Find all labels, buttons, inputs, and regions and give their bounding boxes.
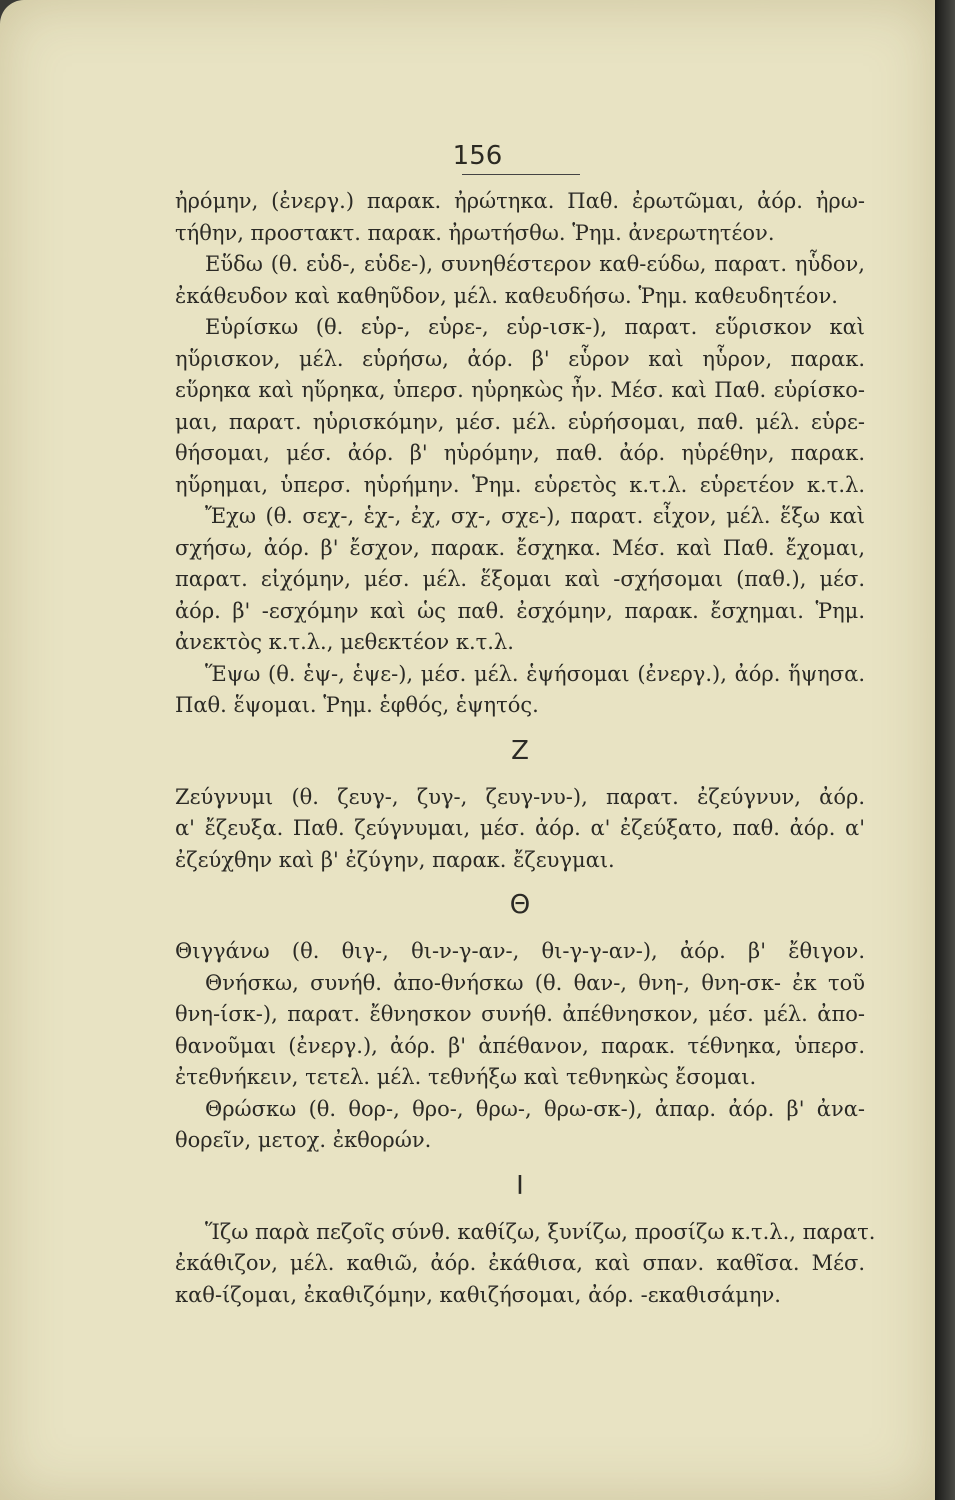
section-iota xyxy=(175,1217,876,1312)
section-heading-z: Ζ xyxy=(511,735,529,766)
text-line: ἐκάθιζον, μέλ. καθιῶ, ἀόρ. ἐκάθισα, καὶ σπαν. καθῖσα. Μέσ. xyxy=(175,1251,865,1275)
text-line: καθ-ίζομαι, ἐκαθιζόμην, καθιζήσομαι, ἀόρ. -εκαθισάμην. xyxy=(175,1282,781,1307)
section-e xyxy=(175,186,865,722)
text-line: Ζεύγνυμι (θ. ζευγ-, ζυγ-, ζευγ-νυ-), παρατ. ἐζεύγνυν, ἀόρ. xyxy=(175,784,865,809)
text-line: σχήσω, ἀόρ. β' ἔσχον, παρακ. ἔσχηκα. Μέσ. καὶ Παθ. ἔχομαι, xyxy=(175,535,865,560)
text-line: τήθην, προστακτ. παρακ. ἠρωτήσθω. Ῥημ. ἀνερωτητέον. xyxy=(175,220,775,245)
text-line: θορεῖν, μετοχ. ἐκθορών. xyxy=(175,1128,432,1152)
text-line: ἀνεκτὸς κ.τ.λ., μεθεκτέον κ.τ.λ. xyxy=(175,630,514,654)
page-number-rule xyxy=(462,174,580,175)
text-line: α' ἔζευξα. Παθ. ζεύγνυμαι, μέσ. ἀόρ. α' ἐζεύξατο, παθ. ἀόρ. α' xyxy=(175,816,865,840)
text-line: Ἵζω παρὰ πεζοῖς σύνθ. καθίζω, ξυνίζω, προσίζω κ.τ.λ., παρατ. xyxy=(205,1219,876,1244)
text-line: παρατ. εἰχόμην, μέσ. μέλ. ἕξομαι καὶ -σχήσομαι (παθ.), μέσ. xyxy=(175,567,865,591)
text-line: ηὕρημαι, ὑπερσ. ηὑρήμην. Ῥημ. εὑρετὸς κ.τ.λ. εὑρετέον κ.τ.λ. xyxy=(175,472,865,497)
text-line: Εὑρίσκω (θ. εὑρ-, εὑρε-, εὑρ-ισκ-), παρατ. εὕρισκον καὶ xyxy=(205,315,865,339)
page-edge-shadow xyxy=(935,0,955,1500)
section-z xyxy=(175,782,865,877)
text-line: ηὕρισκον, μέλ. εὑρήσω, ἀόρ. β' εὗρον καὶ ηὗρον, παρακ. xyxy=(175,346,865,371)
page-number: 156 xyxy=(452,141,503,171)
page-text xyxy=(175,186,876,1311)
text-line: Παθ. ἕψομαι. Ῥημ. ἑφθός, ἑψητός. xyxy=(175,693,539,717)
text-line: Εὕδω (θ. εὑδ-, εὑδε-), συνηθέστερον καθ-εύδω, παρατ. ηὗδον, xyxy=(205,252,865,276)
section-theta xyxy=(175,936,865,1157)
text-line: ἀόρ. β' -εσχόμην καὶ ὡς παθ. ἐσχόμην, παρακ. ἔσχημαι. Ῥημ. xyxy=(175,598,865,623)
text-line: ἐκάθευδον καὶ καθηῦδον, μέλ. καθευδήσω. Ῥημ. καθευδητέον. xyxy=(175,283,838,308)
text-line: Ἔχω (θ. σεχ-, ἑχ-, ἐχ, σχ-, σχε-), παρατ. εἶχον, μέλ. ἕξω καὶ xyxy=(205,504,865,528)
text-line: Θιγγάνω (θ. θιγ-, θι-ν-γ-αν-, θι-γ-γ-αν-), ἀόρ. β' ἔθιγον. xyxy=(175,939,865,963)
text-line: θήσομαι, μέσ. ἀόρ. β' ηὑρόμην, παθ. ἀόρ. ηὑρέθην, παρακ. xyxy=(175,441,865,465)
text-line: ἠρόμην, (ἐνεργ.) παρακ. ἠρώτηκα. Παθ. ἐρωτῶμαι, ἀόρ. ἠρω- xyxy=(175,189,865,213)
text-line: ἐζεύχθην καὶ β' ἐζύγην, παρακ. ἔζευγμαι. xyxy=(175,847,615,872)
text-line: ἐτεθνήκειν, τετελ. μέλ. τεθνήξω καὶ τεθνηκὼς ἔσομαι. xyxy=(175,1065,757,1089)
text-line: θανοῦμαι (ἐνεργ.), ἀόρ. β' ἀπέθανον, παρακ. τέθνηκα, ὑπερσ. xyxy=(175,1033,865,1058)
text-line: Θρώσκω (θ. θορ-, θρο-, θρω-, θρω-σκ-), ἀπαρ. ἀόρ. β' ἀνα- xyxy=(205,1096,865,1121)
section-heading-iota: Ι xyxy=(516,1170,524,1201)
text-line: εὕρηκα καὶ ηὕρηκα, ὑπερσ. ηὑρηκὼς ἦν. Μέσ. καὶ Παθ. εὑρίσκο- xyxy=(175,378,865,402)
text-line: μαι, παρατ. ηὑρισκόμην, μέσ. μέλ. εὑρήσομαι, παθ. μέλ. εὑρε- xyxy=(175,409,865,434)
text-line: Θνήσκω, συνήθ. ἀπο-θνήσκω (θ. θαν-, θνη-, θνη-σκ- ἐκ τοῦ xyxy=(205,970,865,995)
text-line: θνη-ίσκ-), παρατ. ἔθνησκον συνήθ. ἀπέθνησκον, μέσ. μέλ. ἀπο- xyxy=(175,1002,865,1026)
text-line: Ἕψω (θ. ἑψ-, ἑψε-), μέσ. μέλ. ἑψήσομαι (ἐνεργ.), ἀόρ. ἥψησα. xyxy=(205,661,865,686)
section-heading-theta: Θ xyxy=(509,890,531,920)
